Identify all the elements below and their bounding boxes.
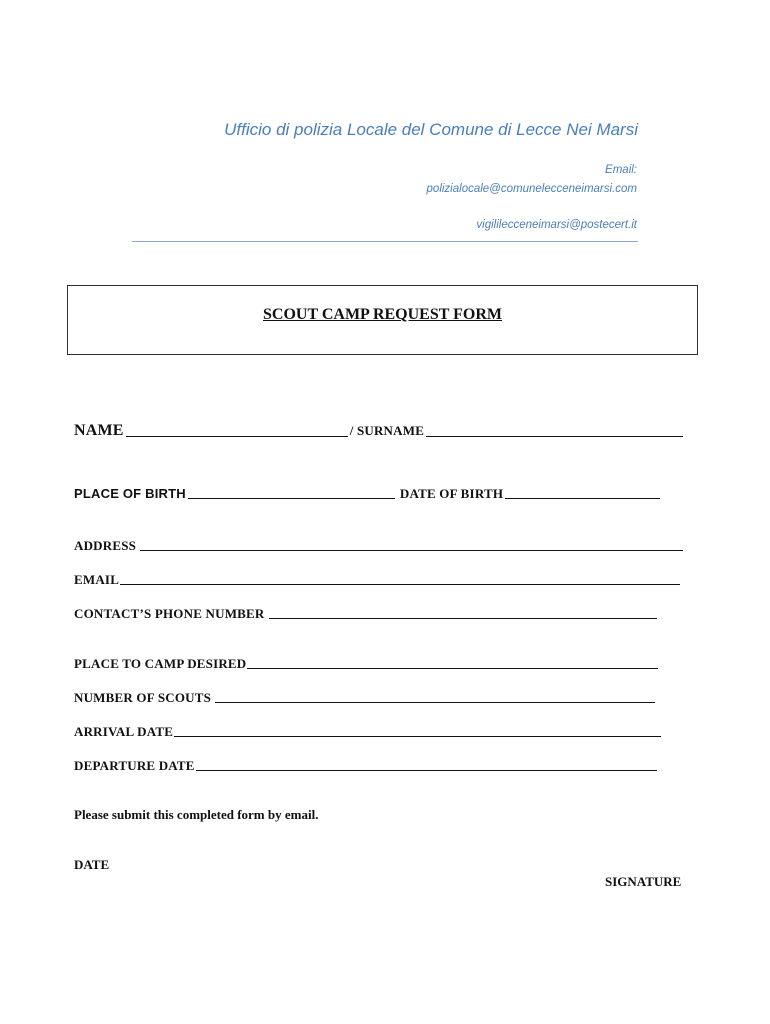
email-field-label: EMAIL bbox=[74, 572, 120, 587]
camp-place-field[interactable] bbox=[247, 668, 658, 669]
address-row bbox=[74, 538, 683, 554]
departure-row bbox=[74, 758, 657, 774]
email-label: Email: bbox=[605, 164, 637, 176]
submit-note: Please submit this completed form by email. bbox=[74, 807, 319, 822]
arrival-field[interactable] bbox=[174, 736, 661, 737]
scouts-label: NUMBER OF SCOUTS bbox=[74, 690, 212, 705]
form-title: SCOUT CAMP REQUEST FORM bbox=[263, 306, 502, 323]
arrival-label: ARRIVAL DATE bbox=[74, 724, 174, 739]
scouts-field[interactable] bbox=[215, 702, 655, 703]
camp-place-label: PLACE TO CAMP DESIRED bbox=[74, 656, 247, 671]
camp-place-row bbox=[74, 656, 658, 672]
address-field[interactable] bbox=[140, 550, 683, 551]
place-of-birth-field[interactable] bbox=[188, 498, 395, 499]
form-title-box bbox=[67, 285, 698, 355]
phone-row bbox=[74, 606, 657, 622]
departure-label: DEPARTURE DATE bbox=[74, 758, 195, 773]
arrival-row bbox=[74, 724, 661, 740]
name-surname-row bbox=[74, 422, 683, 440]
address-label: ADDRESS bbox=[74, 538, 137, 553]
email-field[interactable] bbox=[120, 584, 680, 585]
email-address-certified[interactable]: vigililecceneimarsi@postecert.it bbox=[476, 219, 637, 231]
birth-row bbox=[74, 486, 660, 502]
place-of-birth-label: PLACE OF BIRTH bbox=[74, 486, 186, 501]
email-row bbox=[74, 572, 680, 588]
name-label: NAME bbox=[74, 422, 124, 439]
surname-label: / SURNAME bbox=[349, 423, 425, 438]
date-label: DATE bbox=[74, 857, 110, 872]
phone-label: CONTACT’S PHONE NUMBER bbox=[74, 606, 265, 621]
name-field[interactable] bbox=[126, 436, 348, 437]
office-title: Ufficio di polizia Locale del Comune di Lecce Nei Marsi bbox=[224, 120, 638, 139]
header-divider bbox=[132, 241, 638, 242]
surname-field[interactable] bbox=[426, 436, 683, 437]
signature-label: SIGNATURE bbox=[605, 874, 682, 889]
date-of-birth-label: DATE OF BIRTH bbox=[399, 486, 504, 501]
phone-field[interactable] bbox=[269, 618, 657, 619]
departure-field[interactable] bbox=[196, 770, 657, 771]
date-of-birth-field[interactable] bbox=[505, 498, 660, 499]
scouts-row bbox=[74, 690, 655, 706]
email-address-primary[interactable]: polizialocale@comunelecceneimarsi.com bbox=[426, 183, 637, 195]
